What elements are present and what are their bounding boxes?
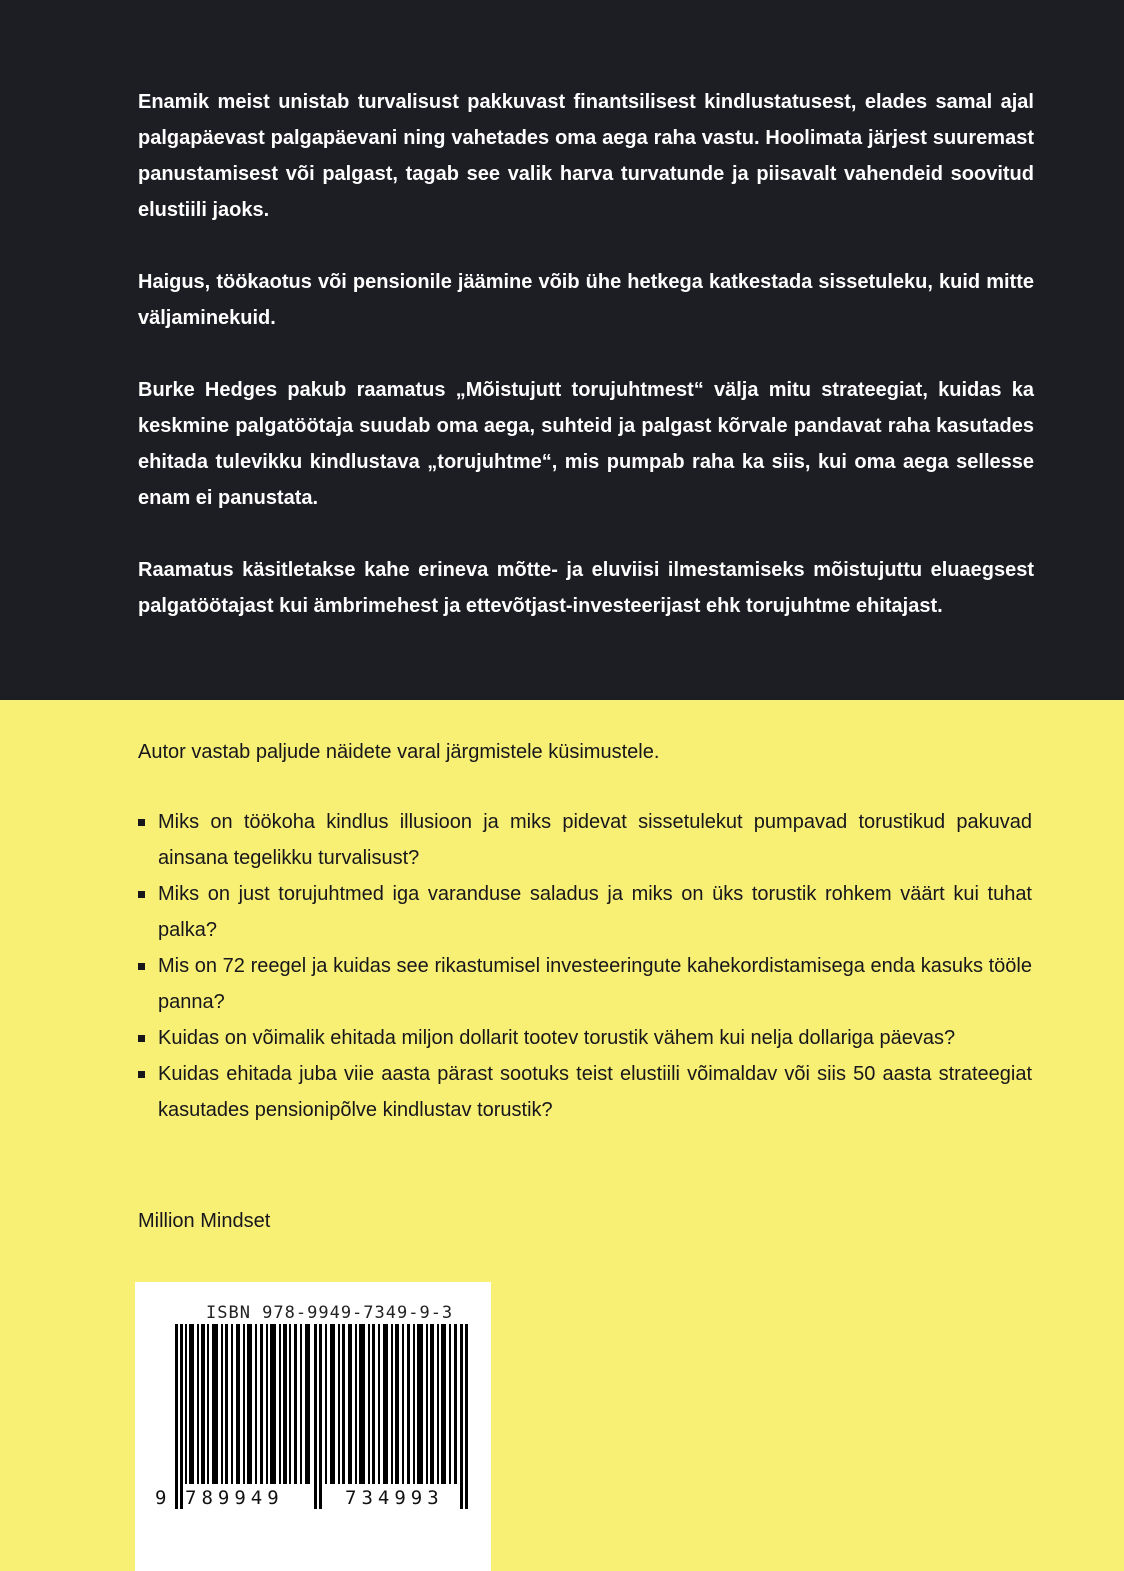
- bullet-icon: [138, 963, 145, 970]
- description-panel: [0, 0, 1124, 700]
- question-list: [138, 804, 1032, 1128]
- question-item: [138, 948, 1032, 1020]
- barcode-icon: [175, 1324, 475, 1509]
- description-paragraph-3: Burke Hedges pakub raamatus „Mõistujutt torujuhtmest“ välja mitu strateegiat, kuidas ka keskmine palgatöötaja suudab oma aega, suhteid ja palgast kõrvale pandavat raha kasutades ehitada tulevikku kindlustava „torujuhtme“, mis pumpab raha ka siis, kui oma aega sellesse enam ei panustata.: [138, 379, 1034, 509]
- questions-intro: Autor vastab paljude näidete varal järgmistele küsimustele.: [138, 741, 660, 763]
- question-text: Mis on 72 reegel ja kuidas see rikastumisel investeeringute kahekordistamisega enda kasuks tööle panna?: [158, 955, 1032, 1013]
- bullet-icon: [138, 1071, 145, 1078]
- question-item: [138, 876, 1032, 948]
- bullet-icon: [138, 1035, 145, 1042]
- publisher-name: Million Mindset: [138, 1210, 271, 1232]
- questions-panel: [0, 700, 1124, 1571]
- barcode-prefix-digit: 9: [155, 1487, 167, 1509]
- question-text: Miks on töökoha kindlus illusioon ja miks pidevat sissetulekut pumpavad torustikud pakuvad ainsana tegelikku turvalisust?: [158, 811, 1032, 869]
- barcode-left-digits: 789949: [185, 1487, 284, 1509]
- bullet-icon: [138, 819, 145, 826]
- description-paragraph-4: Raamatus käsitletakse kahe erineva mõtte- ja eluviisi ilmestamiseks mõistujuttu eluaegsest palgatöötajast kui ämbrimehest ja ettevõtjast-investeerijast ehk torujuhtme ehitajast.: [138, 559, 1034, 617]
- description-paragraph-2: Haigus, töökaotus või pensionile jäämine võib ühe hetkega katkestada sissetuleku, kuid mitte väljaminekuid.: [138, 271, 1034, 329]
- isbn-barcode-box: [135, 1282, 491, 1571]
- barcode-right-digits: 734993: [345, 1487, 444, 1509]
- description-text: [138, 84, 1034, 624]
- question-text: Kuidas on võimalik ehitada miljon dollarit tootev torustik vähem kui nelja dollariga päevas?: [158, 1027, 956, 1049]
- isbn-number: ISBN 978-9949-7349-9-3: [206, 1303, 454, 1323]
- question-text: Miks on just torujuhtmed iga varanduse saladus ja miks on üks torustik rohkem väärt kui tuhat palka?: [158, 883, 1032, 941]
- question-item: [138, 1020, 1032, 1056]
- question-text: Kuidas ehitada juba viie aasta pärast sootuks teist elustiili võimaldav või siis 50 aasta strateegiat kasutades pensionipõlve kindlustav torustik?: [158, 1063, 1032, 1121]
- question-item: [138, 804, 1032, 876]
- description-paragraph-1: Enamik meist unistab turvalisust pakkuvast finantsilisest kindlustatusest, elades samal ajal palgapäevast palgapäevani ning vahetades oma aega raha vastu. Hoolimata järjest suuremast panustamisest või palgast, tagab see valik harva turvatunde ja piisavalt vahendeid soovitud elustiili jaoks.: [138, 91, 1034, 221]
- question-item: [138, 1056, 1032, 1128]
- bullet-icon: [138, 891, 145, 898]
